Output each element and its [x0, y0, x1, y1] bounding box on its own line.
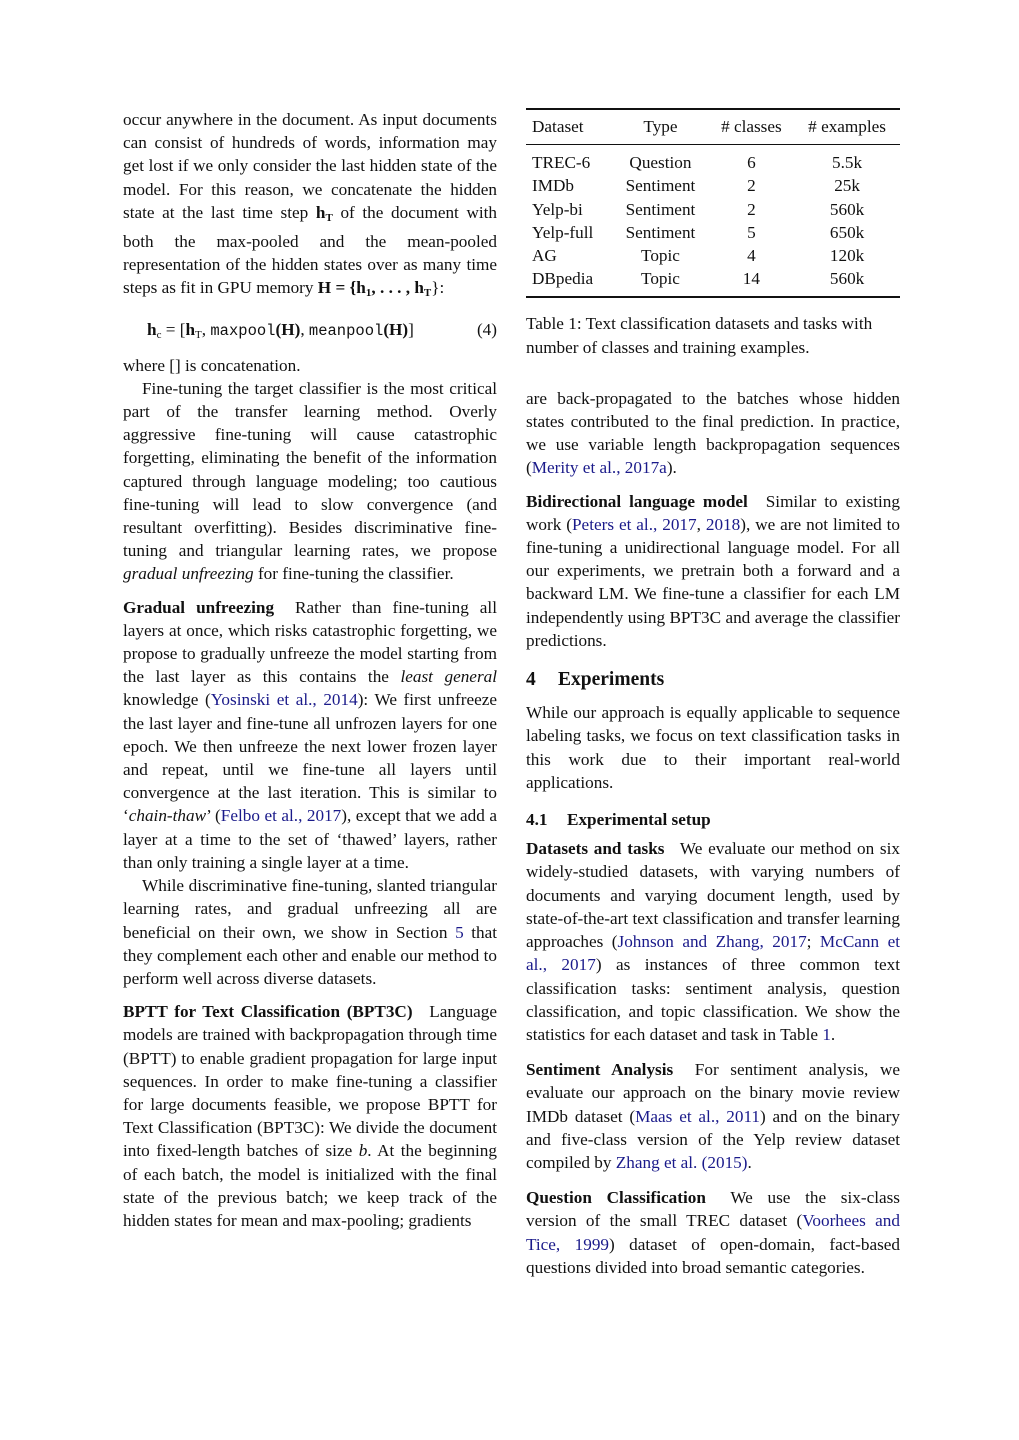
table-row: Yelp-bi Sentiment 2 560k: [532, 199, 865, 219]
paragraph-pooling: occur anywhere in the document. As input documents can consist of hundreds of words, information may get lost if we only consider the last hidden state of the model. For this reason, we concatenate the hidden state at the last time step $h_T$ of the document with both the max-pooled and the mean-pooled representation of the hidden states over as many time steps as fit in GPU memory $H = \{h_1$, . . . , $h_T$}:: [123, 110, 498, 300]
subsection-heading-setup: 4.1 Experimental setup: [526, 810, 711, 830]
section-ref-link[interactable]: 5: [455, 922, 464, 942]
paragraph-summary: While discriminative fine-tuning, slanted triangular learning rates, and gradual unfreezing all are beneficial on their own, we show in Section 5 that they complement each other and enable our method to perform well across diverse datasets.: [123, 876, 497, 988]
col-header: Dataset: [532, 117, 584, 136]
paragraph-finetuning: Fine-tuning the target classifier is the most critical part of the transfer learning method. Overly aggressive fine-tuning will cause catastrophic forgetting, eliminating the benefit of the information captured through language modeling; too cautious fine-tuning will lead to slow convergence (and resultant overfitting). Besides discriminative fine-tuning and triangular learning rates, we propose gradual unfreezing for fine-tuning the classifier.: [123, 378, 497, 584]
run-in-heading: Datasets and tasks: [526, 839, 665, 859]
section-heading-experiments: 4 Experiments: [526, 669, 665, 691]
run-in-heading: Gradual unfreezing: [123, 597, 275, 617]
run-in-heading: Bidirectional language model: [526, 491, 748, 511]
citation-link[interactable]: Peters et al., 2017: [572, 514, 697, 534]
citation-link[interactable]: McCann et al., 2017: [526, 932, 900, 975]
table-row: IMDb Sentiment 2 25k: [532, 176, 860, 196]
table-caption: Table 1: Text classification datasets and tasks with number of classes and training examples.: [526, 314, 873, 357]
citation-link[interactable]: Johnson and Zhang, 2017: [617, 932, 807, 952]
run-in-heading: Sentiment Analysis: [526, 1060, 674, 1080]
table-header-row: [526, 109, 900, 145]
table-ref-link[interactable]: 1: [822, 1024, 831, 1044]
equation-body: $h_c = [h_T$, maxpool(H), meanpool(H)]: [147, 319, 414, 341]
table-row: AG Topic 4 120k: [532, 246, 865, 266]
paragraph-gradual-unfreezing: Gradual unfreezing Rather than fine-tuning all layers at once, which risks catastrophic forgetting, we propose to gradually unfreeze the model starting from the last layer as this contains the least general knowledge (Yosinski et al., 2014): We first unfreeze the last layer and fine-tune all unfrozen layers for one epoch. We then unfreeze the next lower frozen layer and repeat, until we fine-tune all layers until convergence at the last iteration. This is similar to ‘chain-thaw’ (Felbo et al., 2017), except that we add a layer at a time to the set of ‘thawed’ layers, rather than only training a single layer at a time.: [123, 597, 497, 872]
equation-4: [123, 318, 497, 342]
paragraph-bidirectional: Bidirectional language model Similar to existing work (Peters et al., 2017, 2018), we are not limited to fine-tuning a unidirectional language model. For all our experiments, we pretrain both a forward and a backward LM. We fine-tune a classifier for each LM independently using BPT3C and average the classifier predictions.: [526, 491, 901, 650]
math-hT: $h_T$: [315, 202, 333, 224]
run-in-heading: Question Classification: [526, 1188, 706, 1208]
paragraph-bpt3c: BPTT for Text Classification (BPT3C) Language models are trained with backpropagation through time (BPTT) to enable gradient propagation for large input sequences. In order to make fine-tuning a classifier for large documents feasible, we propose BPTT for Text Classification (BPT3C): We divide the document into fixed-length batches of size b. At the beginning of each batch, the model is initialized with the final state of the previous batch; we keep track of the hidden states for mean and max-pooling; gradients: [123, 1002, 498, 1230]
col-header: # classes: [721, 117, 782, 136]
citation-link[interactable]: Merity et al., 2017a: [531, 458, 667, 478]
citation-link[interactable]: Yosinski et al., 2014: [210, 690, 358, 710]
col-header: Type: [643, 117, 678, 136]
run-in-heading: BPTT for Text Classification (BPT3C): [123, 1002, 413, 1022]
table-1: [526, 108, 900, 298]
paragraph-backprop: are back-propagated to the batches whose hidden states contributed to the final prediction. In practice, we use variable length backpropagation sequences (Merity et al., 2017a).: [526, 388, 900, 478]
table-row: DBpedia Topic 14 560k: [532, 269, 865, 289]
paragraph-datasets: Datasets and tasks We evaluate our method on six widely-studied datasets, with varying numbers of documents and varying document length, used by state-of-the-art text classification and transfer learning approaches (Johnson and Zhang, 2017; McCann et al., 2017) as instances of three common text classification tasks: sentiment analysis, question classification, and topic classification. We show the statistics for each dataset and task in Table 1.: [526, 839, 901, 1044]
citation-link[interactable]: 2018: [705, 514, 741, 534]
citation-link[interactable]: Felbo et al., 2017: [220, 806, 342, 826]
citation-link[interactable]: Zhang et al. (2015): [615, 1152, 748, 1172]
paragraph-sentiment: Sentiment Analysis For sentiment analysis, we evaluate our approach on the binary movie review IMDb dataset (Maas et al., 2011) and on the binary and five-class version of the Yelp review dataset compiled by Zhang et al. (2015).: [526, 1060, 900, 1172]
paragraph-concat: where [] is concatenation.: [123, 355, 301, 375]
math-H-set: $H = \{h_1$, . . . , $h_T$: [317, 278, 432, 300]
citation-link[interactable]: Voorhees and Tice, 1999: [526, 1211, 900, 1254]
equation-number: (4): [476, 319, 497, 339]
table-row: TREC-6 Question 6 5.5k: [532, 153, 863, 173]
left-column: [123, 108, 497, 1232]
right-column: [526, 108, 900, 1279]
table-row: Yelp-full Sentiment 5 650k: [532, 222, 865, 242]
paragraph-question: Question Classification We use the six-class version of the small TREC dataset (Voorhees and Tice, 1999) dataset of open-domain, fact-based questions divided into broad semantic categories.: [526, 1188, 900, 1277]
citation-link[interactable]: Maas et al., 2011: [635, 1106, 760, 1126]
col-header: # examples: [808, 117, 886, 136]
paragraph-experiments-intro: While our approach is equally applicable to sequence labeling tasks, we focus on text classification tasks in this work due to their important real-world applications.: [526, 703, 900, 792]
